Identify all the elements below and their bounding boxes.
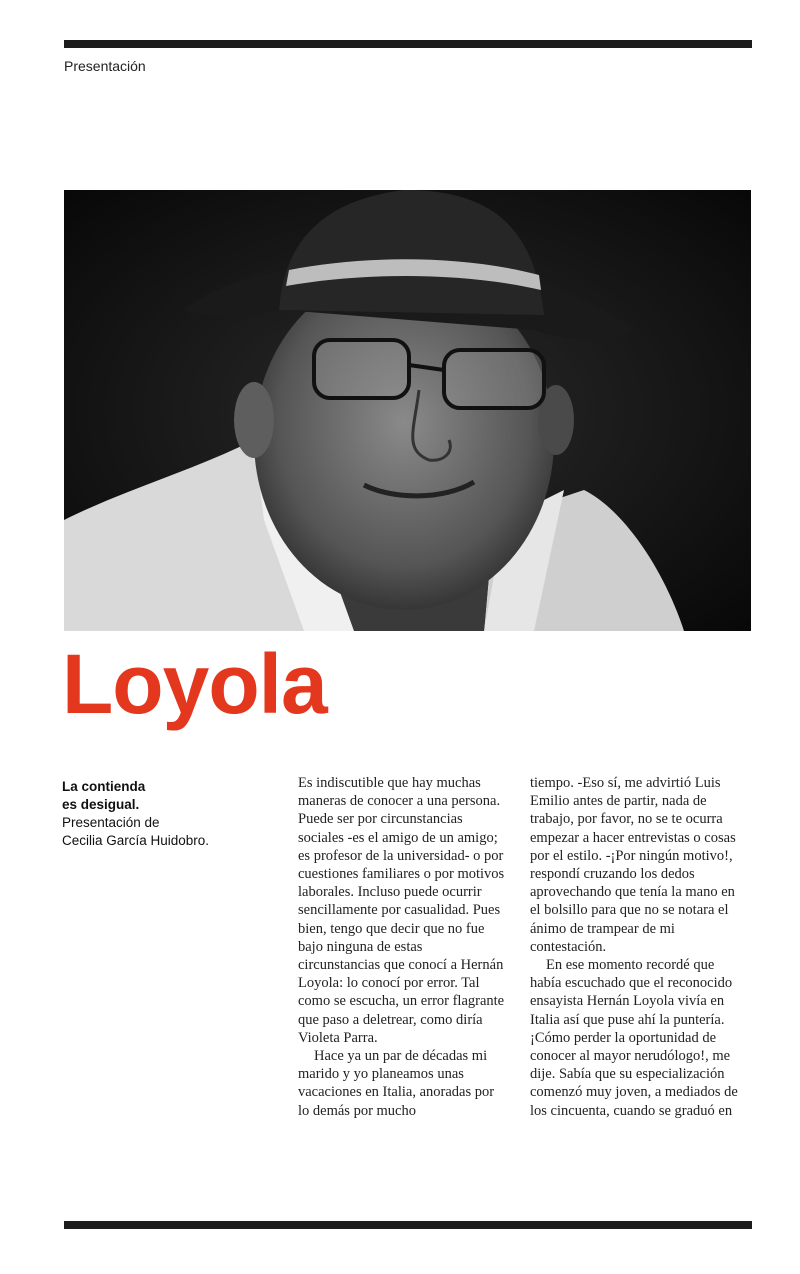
paragraph: tiempo. -Eso sí, me advirtió Luis Emilio antes de partir, nada de trabajo, por favor, no se te ocurra empezar a hacer entrevistas o cosas por el estilo. -¡Por ningún motivo!, respondí cruzando los dedos aprovechando que tenía la mano en el bolsillo para que no se notara el ánimo de trampear de mi contestación. [530,775,736,955]
credit-line-2: Cecilia García Huidobro. [62,833,210,848]
lead-line-2: es desigual. [62,797,140,812]
lead-line-1: La contienda [62,779,146,794]
section-label: Presentación [64,58,146,74]
bottom-rule [64,1221,752,1229]
body-column-1 [298,774,508,1120]
paragraph: Hace ya un par de décadas mi marido y yo planeamos unas vacaciones en Italia, anoradas por lo demás por mucho [298,1048,495,1119]
portrait-image [64,190,751,631]
paragraph: Es indiscutible que hay muchas maneras de conocer a una persona. Puede ser por circunstancias sociales -es el amigo de un amigo; es profesor de la universidad- o por cuestiones familiares o por motivos laborales. Incluso puede ocurrir sencillamente por casualidad. Pues bien, tengo que decir que no fue bajo ninguna de estas circunstancias que conocí a Hernán Loyola: lo conocí por error. Tal como se escucha, un error flagrante que paso a deletrear, como diría Violeta Parra. [298,775,505,1046]
portrait-photo [64,190,751,631]
credit-line-1: Presentación de [62,815,160,830]
top-rule [64,40,752,48]
article-title: Loyola [62,637,327,731]
article-lead [62,778,262,850]
paragraph: En ese momento recordé que había escuchado que el reconocido ensayista Hernán Loyola vivía en Italia así que puse ahí la puntería. ¡Cómo perder la oportunidad de conocer al mayor nerudólogo!, me dije. Sabía que su especialización comenzó muy joven, a mediados de los cincuenta, cuando se graduó en [530,957,738,1119]
body-column-2 [530,774,740,1120]
